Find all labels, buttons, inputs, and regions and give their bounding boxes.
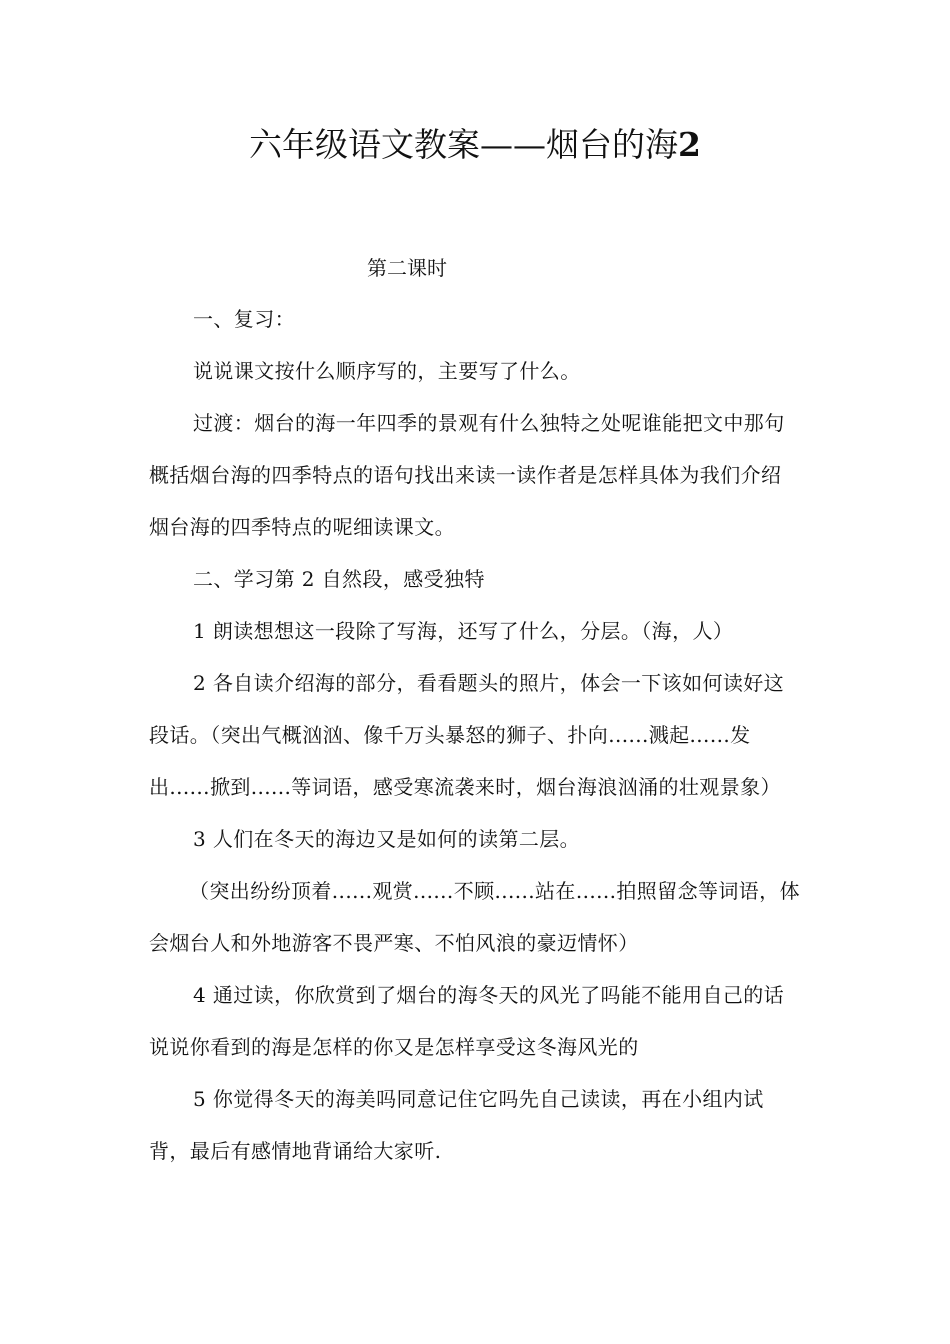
section-heading-study: 二、学习第 2 自然段，感受独特	[193, 567, 485, 591]
paragraph: 说说课文按什么顺序写的，主要写了什么。	[193, 359, 581, 383]
list-item: 3 人们在冬天的海边又是如何的读第二层。	[193, 827, 581, 851]
document-body	[149, 243, 801, 1177]
list-item: 4 通过读，你欣赏到了烟台的海冬天的风光了吗能不能用自己的话说说你看到的海是怎样的你又是怎样享受这冬海风光的	[149, 983, 785, 1059]
paragraph-transition: 过渡：烟台的海一年四季的景观有什么独特之处呢谁能把文中那句概括烟台海的四季特点的语句找出来读一读作者是怎样具体为我们介绍烟台海的四季特点的呢细读课文。	[149, 411, 785, 539]
title-number: 2	[678, 125, 701, 164]
title-text: 六年级语文教案——烟台的海	[249, 125, 679, 164]
document-title	[0, 122, 950, 168]
list-item: 1 朗读想想这一段除了写海，还写了什么，分层。（海，人）	[193, 619, 734, 643]
paragraph-note: （突出纷纷顶着......观赏......不顾......站在......拍照留念等词语，体会烟台人和外地游客不畏严寒、不怕风浪的豪迈情怀）	[149, 879, 800, 955]
list-item: 5 你觉得冬天的海美吗同意记住它吗先自己读读，再在小组内试背，最后有感情地背诵给大家听.	[149, 1087, 764, 1163]
section-heading-review: 一、复习：	[193, 307, 295, 331]
list-item: 2 各自读介绍海的部分，看看题头的照片，体会一下该如何读好这段话。（突出气概汹汹、像千万头暴怒的狮子、扑向......溅起......发出......掀到......等词语，感受寒流袭来时，烟台海浪汹涌的壮观景象）	[149, 671, 785, 799]
lesson-heading: 第二课时	[367, 256, 447, 280]
